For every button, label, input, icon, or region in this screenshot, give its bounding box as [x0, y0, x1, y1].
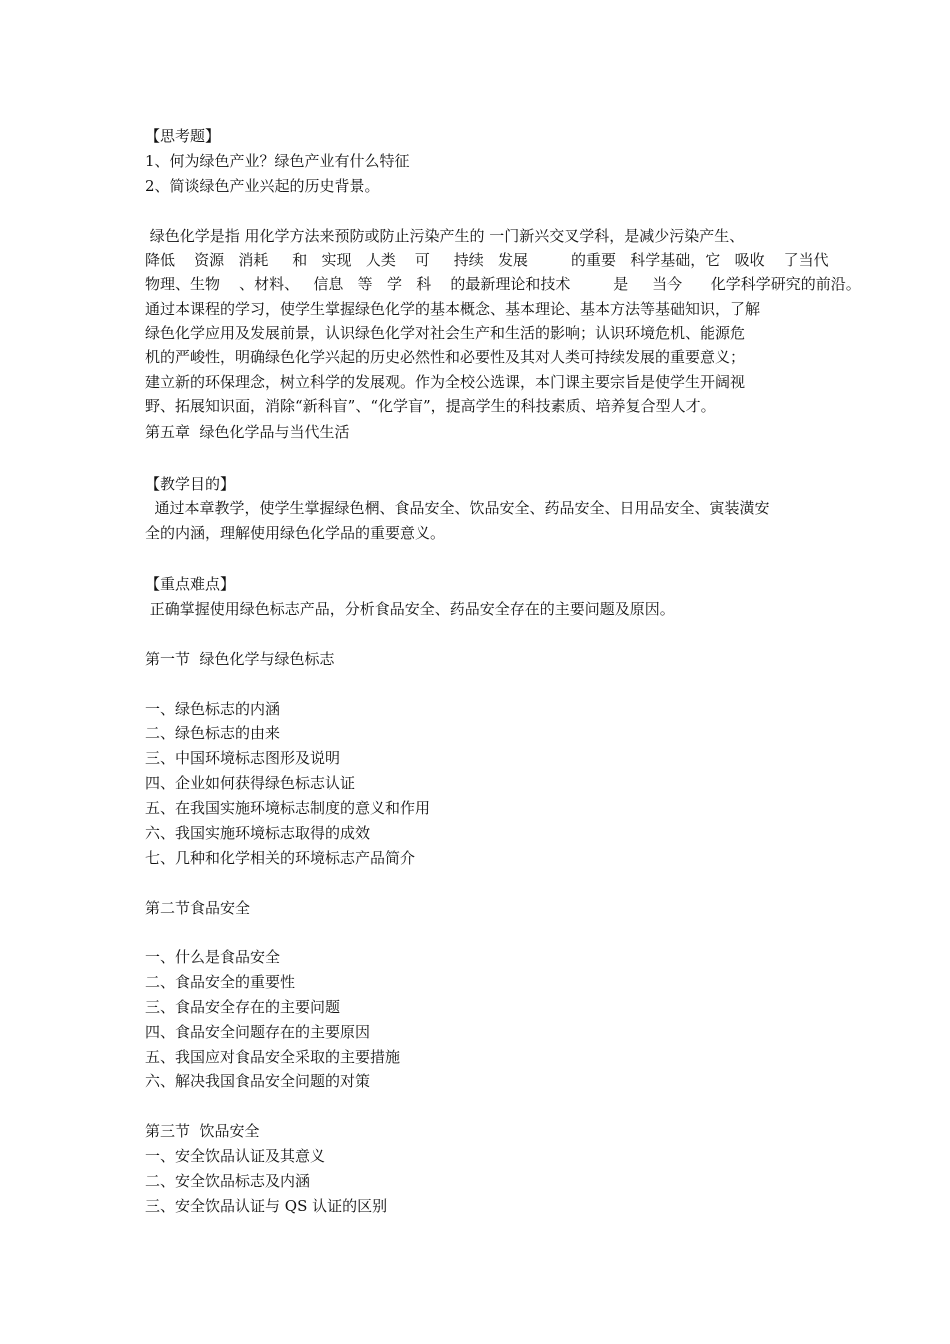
- intro-paragraph-line-3: 物理、生物 、材料、 信息 等 学 科 的最新理论和技术 是 当今 化学科学研究的前沿。: [145, 275, 861, 293]
- section-2-item: 三、食品安全存在的主要问题: [145, 998, 341, 1016]
- section-1-item: 七、几种和化学相关的环境标志产品简介: [145, 849, 416, 867]
- section-2-item: 六、解决我国食品安全问题的对策: [145, 1072, 371, 1090]
- section-3-item: 三、安全饮品认证与 QS 认证的区别: [145, 1197, 388, 1215]
- section-3-title: 第三节 饮品安全: [145, 1122, 260, 1140]
- intro-paragraph-line-5: 绿色化学应用及发展前景，认识绿色化学对社会生产和生活的影响；认识环境危机、能源危: [145, 324, 746, 342]
- section-2-title: 第二节食品安全: [145, 899, 251, 917]
- key-points-text: 正确掌握使用绿色标志产品，分析食品安全、药品安全存在的主要问题及原因。: [145, 600, 675, 618]
- section-1-item: 五、在我国实施环境标志制度的意义和作用: [145, 799, 431, 817]
- teaching-goals-line-2: 全的内涵，理解使用绿色化学品的重要意义。: [145, 524, 446, 542]
- section-1-item: 一、绿色标志的内涵: [145, 700, 281, 718]
- section-1-item: 二、绿色标志的由来: [145, 724, 281, 742]
- intro-paragraph-line-2: 降低 资源 消耗 和 实现 人类 可 持续 发展 的重要 科学基础，它 吸收 了当代: [145, 251, 829, 269]
- intro-paragraph-line-4: 通过本课程的学习，使学生掌握绿色化学的基本概念、基本理论、基本方法等基础知识，了解: [145, 300, 761, 318]
- intro-paragraph-line-6: 机的严峻性，明确绿色化学兴起的历史必然性和必要性及其对人类可持续发展的重要意义；: [145, 348, 746, 366]
- intro-paragraph-line-8: 野、拓展知识面，消除“新科盲”、“化学盲”，提高学生的科技素质、培养复合型人才。: [145, 397, 716, 415]
- thinking-questions-heading: 【思考题】: [145, 127, 221, 145]
- section-2-item: 一、什么是食品安全: [145, 948, 281, 966]
- section-1-item: 三、中国环境标志图形及说明: [145, 749, 341, 767]
- section-2-item: 五、我国应对食品安全采取的主要措施: [145, 1048, 401, 1066]
- teaching-goals-heading: 【教学目的】: [145, 475, 236, 493]
- section-3-item: 二、安全饮品标志及内涵: [145, 1172, 311, 1190]
- section-3-item: 一、安全饮品认证及其意义: [145, 1147, 326, 1165]
- section-1-title: 第一节 绿色化学与绿色标志: [145, 650, 335, 668]
- intro-paragraph-line-1: 绿色化学是指 用化学方法来预防或防止污染产生的 一门新兴交叉学科，是减少污染产生、: [145, 227, 745, 245]
- intro-paragraph-line-7: 建立新的环保理念，树立科学的发展观。作为全校公选课，本门课主要宗旨是使学生开阔视: [145, 373, 746, 391]
- key-points-heading: 【重点难点】: [145, 575, 236, 593]
- section-2-item: 二、食品安全的重要性: [145, 973, 296, 991]
- question-2: 2、简谈绿色产业兴起的历史背景。: [145, 177, 380, 195]
- section-2-item: 四、食品安全问题存在的主要原因: [145, 1023, 371, 1041]
- section-1-item: 六、我国实施环境标志取得的成效: [145, 824, 371, 842]
- chapter-title: 第五章 绿色化学品与当代生活: [145, 423, 350, 441]
- section-1-item: 四、企业如何获得绿色标志认证: [145, 774, 356, 792]
- question-1: 1、何为绿色产业？绿色产业有什么特征: [145, 152, 410, 170]
- teaching-goals-line-1: 通过本章教学，使学生掌握绿色棢、食品安全、饮品安全、药品安全、日用品安全、寅装潢安: [145, 499, 770, 517]
